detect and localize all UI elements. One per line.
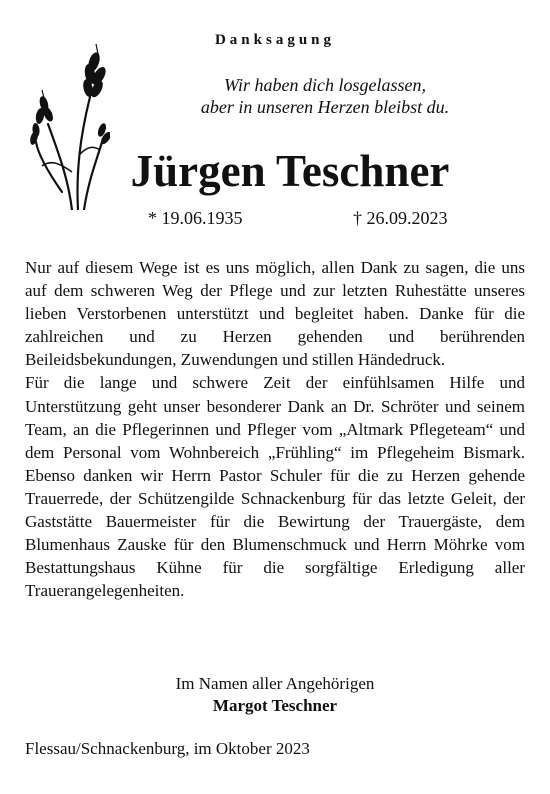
motto-line-1: Wir haben dich losgelassen, bbox=[224, 75, 426, 95]
thanks-text bbox=[25, 256, 525, 602]
motto-line-2: aber in unseren Herzen bleibst du. bbox=[200, 97, 450, 117]
wheat-ears-icon bbox=[28, 42, 110, 210]
motto bbox=[150, 74, 500, 118]
deceased-name: Jürgen Teschner bbox=[130, 146, 450, 196]
place-date: Flessau/Schnackenburg, im Oktober 2023 bbox=[25, 739, 310, 758]
birth-date: * 19.06.1935 bbox=[148, 208, 243, 228]
thanks-paragraph-1: Nur auf diesem Wege ist es uns möglich, allen Dank zu sagen, die uns auf dem schweren Weg der Pflege und zur letzten Ruhestätte unseres lieben Verstorbenen unterstützt und begleitet haben. Danke für die zahlreichen und zu Herzen gehenden und berührenden Beileidsbekundungen, Zuwendungen und stillen Händedruck. bbox=[25, 258, 525, 370]
signature-line: Im Namen aller Angehörigen bbox=[175, 674, 375, 693]
notice-heading: Danksagung bbox=[214, 32, 336, 48]
thanks-paragraph-2: Für die lange und schwere Zeit der einfühlsamen Hilfe und Unterstützung geht unser besonderer Dank an Dr. Schröter und seinem Team, an die Pflegerinnen und Pfleger vom „Altmark Pflegeteam“ und dem Personal vom Wohnbereich „Frühling“ im Pflegeheim Bismark. Ebenso danken wir Herrn Pastor Schuler für die zu Herzen gehende Trauerrede, der Schützengilde Schnackenburg für das letzte Geleit, der Gaststätte Bauermeister für die Bewirtung der Trauergäste, dem Blumenhaus Zauske für den Blumenschmuck und Herrn Möhrke vom Bestattungshaus Kühne für die sorgfältige Erledigung aller Trauerangelegenheiten. bbox=[25, 373, 525, 601]
death-date: † 26.09.2023 bbox=[353, 208, 448, 228]
signature-name: Margot Teschner bbox=[212, 696, 338, 715]
